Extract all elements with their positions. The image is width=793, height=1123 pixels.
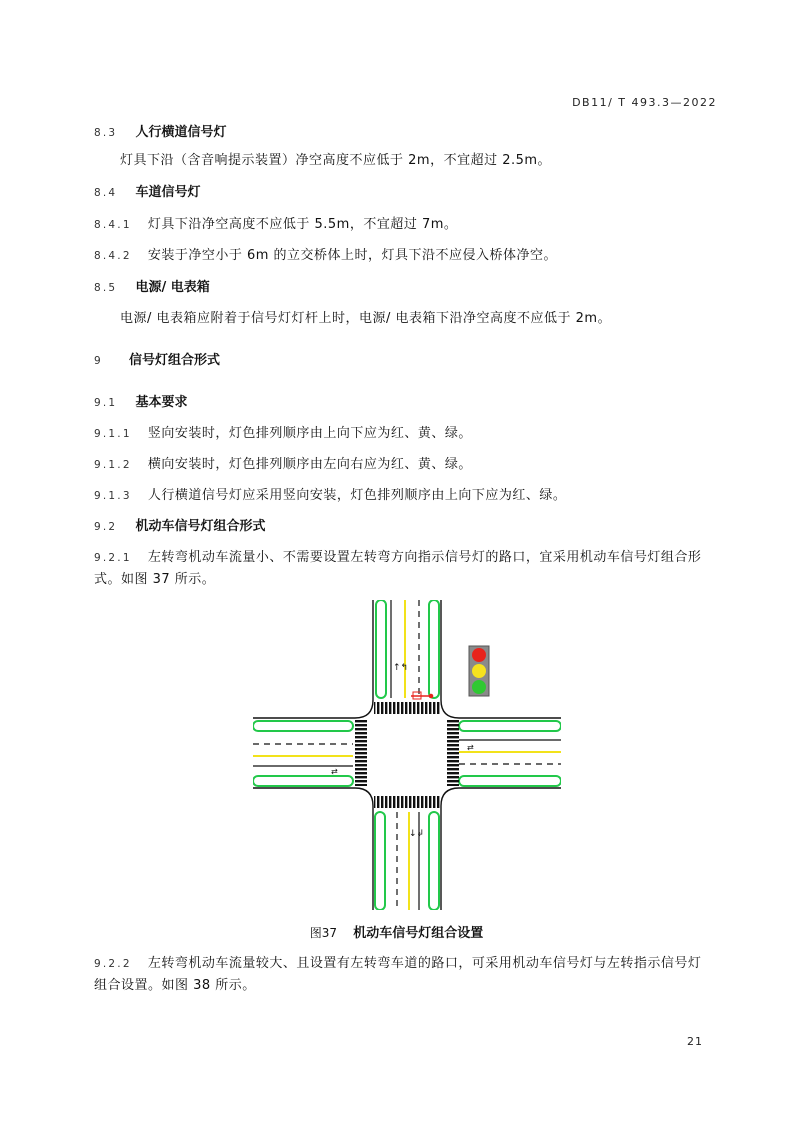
figure-number: 图37 — [309, 926, 338, 940]
crosswalks — [355, 702, 459, 808]
clause-text: 横向安装时，灯色排列顺序由左向右应为红、黄、绿。 — [147, 457, 472, 472]
chapter-9-heading — [94, 350, 714, 372]
section-8-5-text: 电源/ 电表箱应附着于信号灯灯杆上时，电源/ 电表箱下沿净空高度不应低于 2m。 — [120, 311, 612, 326]
chapter-number: 9 — [94, 355, 103, 367]
boundary-se — [441, 788, 561, 910]
clause-9-2-2-continued: 组合设置。如图 38 所示。 — [94, 978, 256, 993]
section-title: 人行横道信号灯 — [135, 125, 227, 140]
section-title: 电源/ 电表箱 — [135, 280, 210, 295]
clause-text: 安装于净空小于 6m 的立交桥体上时，灯具下沿不应侵入桥体净空。 — [147, 248, 558, 263]
red-lamp — [472, 648, 486, 662]
clause-9-2-1 — [94, 547, 714, 569]
section-title: 车道信号灯 — [135, 185, 201, 200]
clause-9-1-3 — [94, 485, 714, 507]
section-number: 8.3 — [94, 127, 118, 139]
clause-9-1-1 — [94, 423, 714, 445]
clause-9-2-1-continued: 式。如图 37 所示。 — [94, 572, 216, 587]
clause-9-2-2 — [94, 953, 714, 975]
east-approach — [459, 721, 561, 786]
clause-number: 9.2.1 — [94, 552, 132, 564]
crosswalk-east — [447, 720, 459, 786]
turn-arrow-mark: ↑↰ — [393, 663, 409, 673]
figure-caption — [0, 922, 793, 941]
turn-arrow-mark: ⇄ — [331, 767, 338, 776]
green-lamp — [472, 680, 486, 694]
north-approach — [376, 600, 439, 698]
figure-title: 机动车信号灯组合设置 — [353, 926, 484, 941]
boundary-ne — [441, 600, 561, 718]
section-8-3-heading — [94, 122, 714, 144]
section-number: 8.5 — [94, 282, 118, 294]
clause-number: 9.1.1 — [94, 428, 132, 440]
amber-lamp — [472, 664, 486, 678]
crosswalk-north — [374, 702, 440, 714]
clause-text: 竖向安装时，灯色排列顺序由上向下应为红、黄、绿。 — [147, 426, 472, 441]
lane-green — [375, 812, 385, 910]
lane-green — [459, 721, 561, 731]
crosswalk-west — [355, 720, 367, 786]
page-number: 21 — [687, 1035, 703, 1048]
clause-8-4-1 — [94, 214, 714, 236]
lane-green — [429, 600, 439, 698]
west-approach — [253, 721, 353, 786]
clause-text: 左转弯机动车流量较大、且设置有左转弯车道的路口，可采用机动车信号灯与左转指示信号灯 — [147, 956, 702, 971]
section-8-5-heading — [94, 277, 714, 299]
section-9-1-heading — [94, 392, 714, 414]
section-number: 9.1 — [94, 397, 118, 409]
clause-text: 左转弯机动车流量小、不需要设置左转弯方向指示信号灯的路口，宜采用机动车信号灯组合形 — [147, 550, 702, 565]
traffic-light — [469, 646, 489, 696]
lane-green — [376, 600, 386, 698]
section-title: 机动车信号灯组合形式 — [135, 519, 266, 534]
section-number: 9.2 — [94, 521, 118, 533]
turn-arrow-mark: ⇄ — [467, 743, 474, 752]
clause-8-4-2 — [94, 245, 714, 267]
section-9-2-heading — [94, 516, 714, 538]
lane-green — [253, 721, 353, 731]
chapter-title: 信号灯组合形式 — [129, 353, 221, 368]
clause-number: 9.1.3 — [94, 490, 132, 502]
south-approach — [375, 812, 439, 910]
intersection-diagram — [253, 600, 561, 910]
lane-green — [253, 776, 353, 786]
section-8-4-heading — [94, 182, 714, 204]
boundary-nw — [253, 600, 373, 718]
clause-number: 9.2.2 — [94, 958, 132, 970]
section-8-3-text: 灯具下沿（含音响提示装置）净空高度不应低于 2m，不宜超过 2.5m。 — [120, 153, 552, 168]
lane-green — [429, 812, 439, 910]
intersection-svg — [253, 600, 561, 910]
document-code: DB11/ T 493.3—2022 — [572, 96, 717, 109]
section-title: 基本要求 — [135, 395, 188, 410]
clause-number: 8.4.2 — [94, 250, 132, 262]
lane-green — [459, 776, 561, 786]
clause-number: 8.4.1 — [94, 219, 132, 231]
clause-9-1-2 — [94, 454, 714, 476]
clause-text: 人行横道信号灯应采用竖向安装，灯色排列顺序由上向下应为红、绿。 — [147, 488, 567, 503]
clause-text: 灯具下沿净空高度不应低于 5.5m，不宜超过 7m。 — [147, 217, 458, 232]
section-number: 8.4 — [94, 187, 118, 199]
boundary-sw — [253, 788, 373, 910]
turn-arrow-mark: ↓↲ — [409, 829, 425, 839]
crosswalk-south — [374, 796, 440, 808]
clause-number: 9.1.2 — [94, 459, 132, 471]
